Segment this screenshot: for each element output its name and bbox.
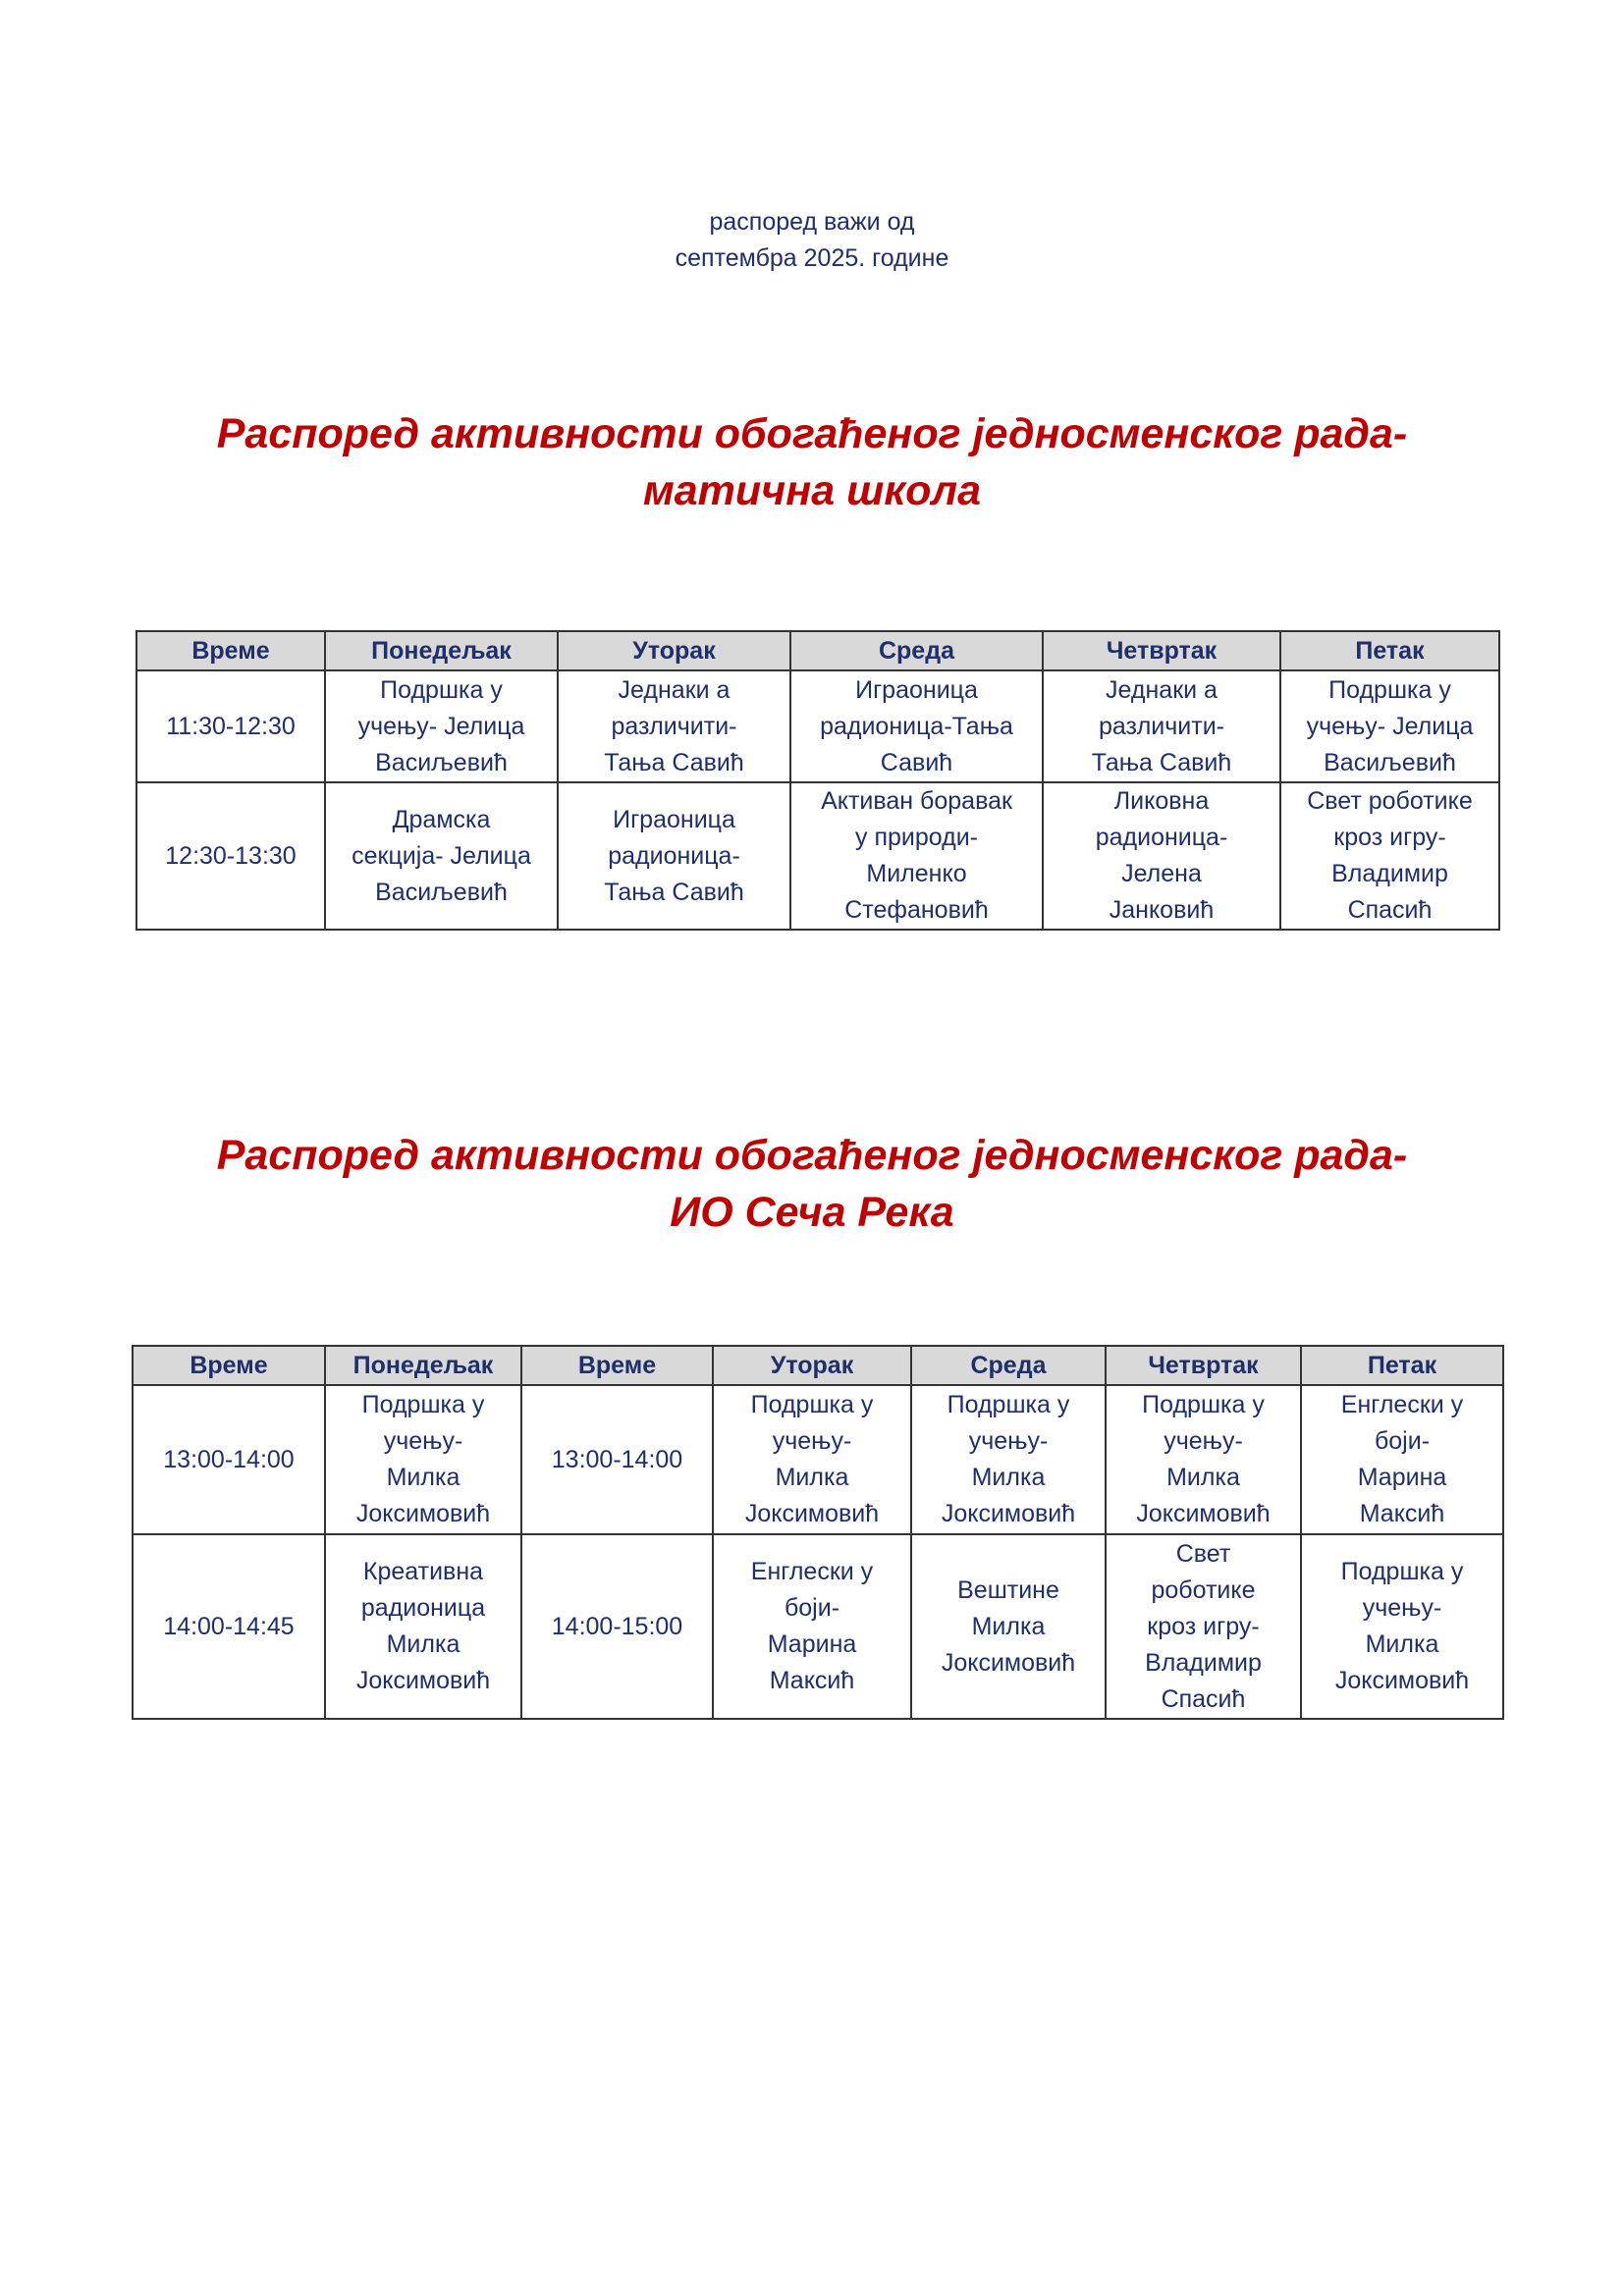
activity-cell (790, 670, 1043, 782)
header-cell: Петак (1301, 1346, 1503, 1385)
cell-line: Јоксимовић (744, 1500, 880, 1527)
time-cell: 13:00-14:00 (521, 1385, 713, 1534)
cell-line: Енглески у (750, 1558, 874, 1585)
cell-line: Васиљевић (375, 748, 508, 776)
activity-cell (790, 782, 1043, 930)
cell-line: Владимир (1331, 860, 1448, 887)
cell-line: боји- (784, 1594, 840, 1622)
header-cell: Среда (911, 1346, 1106, 1385)
cell-line: роботике (1151, 1575, 1256, 1604)
header-cell: Среда (790, 631, 1043, 670)
header-cell: Четвртак (1106, 1346, 1301, 1385)
header-cell: Четвртак (1043, 631, 1280, 670)
activity-cell (1106, 1534, 1301, 1719)
cell-line: Вештине (957, 1575, 1059, 1604)
section-1-title-line-2: матична школа (642, 467, 982, 514)
cell-line: Стефановић (844, 896, 989, 924)
cell-line: Милка (1166, 1464, 1240, 1491)
cell-line: Енглески у (1340, 1391, 1464, 1418)
cell-line: у природи- (855, 824, 978, 851)
table-header-row (136, 631, 1499, 670)
cell-line: учењу- (383, 1427, 463, 1455)
activity-cell (1043, 670, 1280, 782)
cell-line: радионица- (608, 841, 740, 870)
time-cell: 11:30-12:30 (136, 670, 325, 782)
cell-line: Подршка у (361, 1391, 485, 1418)
header-cell: Понедељак (325, 631, 558, 670)
cell-line: Милка (775, 1464, 849, 1491)
validity-line-2: септембра 2025. године (675, 244, 949, 272)
cell-line: Савић (880, 748, 953, 776)
section-2-title (0, 1127, 1624, 1241)
time-cell: 14:00-14:45 (133, 1534, 325, 1719)
cell-line: Милка (1365, 1630, 1439, 1658)
activity-cell (325, 782, 558, 930)
cell-line: Активан боравак (821, 787, 1012, 815)
cell-line: Јоксимовић (941, 1500, 1076, 1527)
cell-line: Милка (386, 1630, 460, 1658)
header-cell: Петак (1280, 631, 1499, 670)
activity-cell (325, 1534, 521, 1719)
cell-line: Миленко (866, 860, 967, 887)
cell-line: учењу- Јелица (1306, 712, 1474, 740)
header-cell: Понедељак (325, 1346, 521, 1385)
activity-cell (911, 1534, 1106, 1719)
cell-line: учењу- (772, 1427, 852, 1455)
cell-line: Спасић (1161, 1684, 1246, 1713)
header-cell: Време (133, 1346, 325, 1385)
table-row (136, 670, 1499, 782)
cell-line: учењу- (1362, 1594, 1442, 1622)
schedule-table-main-school (135, 630, 1500, 931)
activity-cell (1301, 1534, 1503, 1719)
cell-line: Играоница (613, 805, 735, 833)
cell-line: боји- (1374, 1427, 1431, 1455)
cell-line: радионица-Тања (820, 712, 1013, 740)
validity-line-1: распоред важи од (709, 208, 915, 236)
cell-line: Играоница (855, 675, 978, 704)
cell-line: Подршка у (1328, 675, 1451, 704)
time-cell: 12:30-13:30 (136, 782, 325, 930)
section-1-title (0, 405, 1624, 519)
cell-line: различити- (1099, 712, 1224, 740)
cell-line: кроз игру- (1147, 1612, 1260, 1640)
cell-line: Тања Савић (604, 878, 744, 906)
cell-line: Милка (386, 1464, 460, 1491)
activity-cell (713, 1385, 911, 1534)
cell-line: Милка (971, 1612, 1046, 1640)
activity-cell (558, 782, 790, 930)
cell-line: Тања Савић (1091, 748, 1232, 776)
validity-note (0, 204, 1624, 277)
section-1-title-line-1: Распоред активности обогаћеног једносменског рада- (216, 410, 1408, 457)
activity-cell (325, 670, 558, 782)
cell-line: Васиљевић (375, 878, 508, 906)
cell-line: учењу- (1164, 1427, 1243, 1455)
activity-cell (558, 670, 790, 782)
header-cell: Уторак (713, 1346, 911, 1385)
cell-line: Једнаки а (1106, 675, 1218, 704)
time-cell: 13:00-14:00 (133, 1385, 325, 1534)
cell-line: Максић (1359, 1500, 1445, 1527)
activity-cell (911, 1385, 1106, 1534)
cell-line: Свет (1175, 1539, 1231, 1568)
cell-line: Подршка у (947, 1391, 1070, 1418)
activity-cell (1280, 670, 1499, 782)
cell-line: Марина (1357, 1464, 1447, 1491)
cell-line: Подршка у (380, 675, 503, 704)
cell-line: радионица (360, 1594, 486, 1622)
activity-cell (325, 1385, 521, 1534)
activity-cell (1301, 1385, 1503, 1534)
cell-line: кроз игру- (1333, 824, 1446, 851)
cell-line: Јелена (1121, 860, 1202, 887)
cell-line: Подршка у (1142, 1391, 1265, 1418)
activity-cell (1106, 1385, 1301, 1534)
cell-line: Милка (971, 1464, 1046, 1491)
section-2-title-line-2: ИО Сеча Река (670, 1189, 954, 1236)
cell-line: секција- Јелица (352, 841, 531, 870)
cell-line: Јоксимовић (941, 1648, 1076, 1677)
cell-line: Тања Савић (604, 748, 744, 776)
cell-line: радионица- (1095, 824, 1228, 851)
cell-line: Јоксимовић (355, 1500, 491, 1527)
cell-line: Јоксимовић (355, 1667, 491, 1694)
cell-line: Јанковић (1109, 896, 1215, 924)
cell-line: различити- (611, 712, 737, 740)
cell-line: Владимир (1145, 1648, 1262, 1677)
cell-line: Јоксимовић (1136, 1500, 1271, 1527)
cell-line: учењу- (968, 1427, 1049, 1455)
cell-line: Васиљевић (1324, 748, 1456, 776)
cell-line: Марина (767, 1630, 857, 1658)
cell-line: Свет роботике (1307, 787, 1473, 815)
cell-line: Подршка у (750, 1391, 874, 1418)
cell-line: учењу- Јелица (357, 712, 525, 740)
time-cell: 14:00-15:00 (521, 1534, 713, 1719)
activity-cell (1280, 782, 1499, 930)
activity-cell (713, 1534, 911, 1719)
cell-line: Максић (769, 1667, 855, 1694)
table-row (133, 1385, 1503, 1534)
cell-line: Спасић (1347, 896, 1433, 924)
header-cell: Уторак (558, 631, 790, 670)
table-header-row (133, 1346, 1503, 1385)
table-row (136, 782, 1499, 930)
table-row (133, 1534, 1503, 1719)
activity-cell (1043, 782, 1280, 930)
header-cell: Време (136, 631, 325, 670)
schedule-table-seca-reka (132, 1345, 1504, 1720)
cell-line: Јоксимовић (1334, 1667, 1470, 1694)
cell-line: Креативна (362, 1558, 484, 1585)
cell-line: Подршка у (1340, 1558, 1464, 1585)
header-cell: Време (521, 1346, 713, 1385)
cell-line: Драмска (392, 805, 491, 833)
cell-line: Једнаки а (618, 675, 731, 704)
section-2-title-line-1: Распоред активности обогаћеног једносменског рада- (216, 1132, 1408, 1179)
cell-line: Ликовна (1113, 787, 1210, 815)
